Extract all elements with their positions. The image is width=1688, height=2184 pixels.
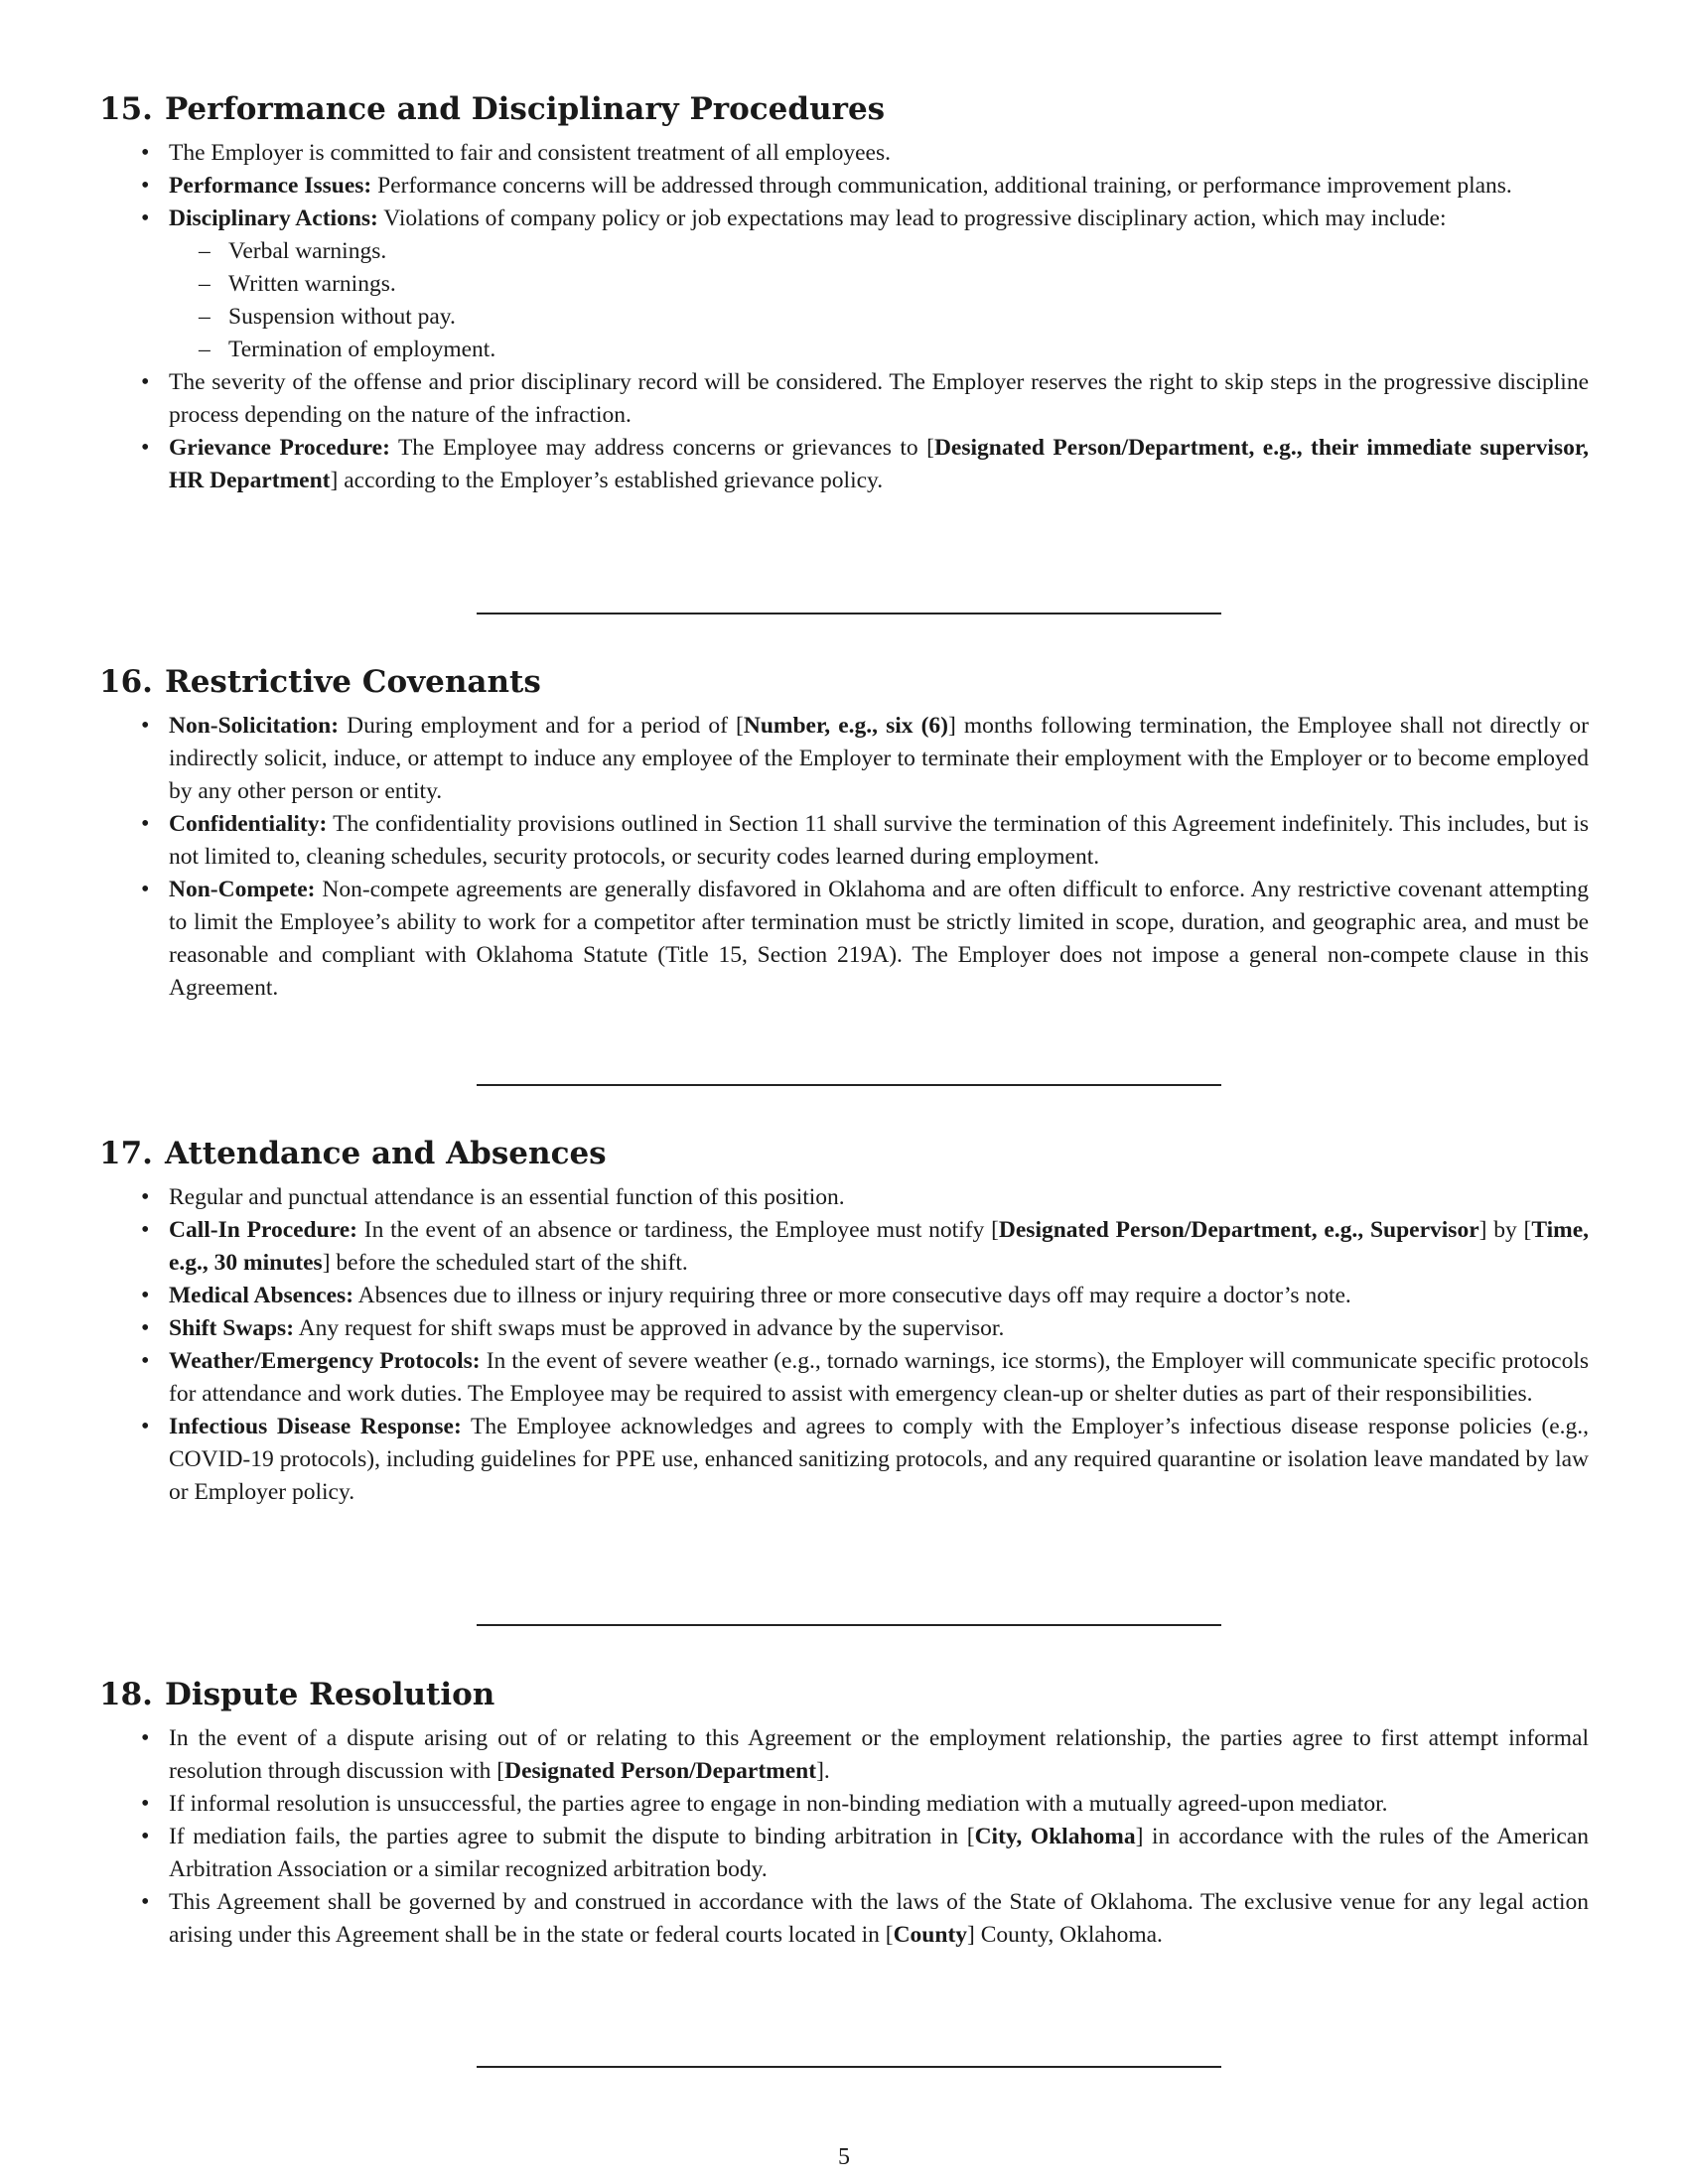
list-item: • If mediation fails, the parties agree to submit the dispute to binding arbitration in [City, Oklahoma] in accordance with the rules of the American Arbitration Association or a similar recognized arbitration body. (169, 1821, 1589, 1886)
list-item: • Medical Absences: Absences due to illness or injury requiring three or more consecutive days off may require a doctor’s note. (169, 1280, 1589, 1312)
bullet-list (99, 1722, 1589, 1952)
section-heading: 17. Attendance and Absences (99, 1136, 607, 1171)
section-divider (477, 1084, 1221, 1086)
section-title: Attendance and Absences (164, 1136, 607, 1171)
list-item: • Performance Issues: Performance concerns will be addressed through communication, additional training, or performance improvement plans. (169, 170, 1589, 203)
list-item: • Grievance Procedure: The Employee may address concerns or grievances to [Designated Person/Department, e.g., their immediate supervisor, HR Department] according to the Employer’s established grievance policy. (169, 432, 1589, 497)
section-15 (99, 89, 1589, 497)
list-item: • Weather/Emergency Protocols: In the event of severe weather (e.g., tornado warnings, ice storms), the Employer will communicate specific protocols for attendance and work duties. The Employee may be required to assist with emergency clean-up or shelter duties as part of their responsibilities. (169, 1345, 1589, 1411)
sub-list-item: – Termination of employment. (228, 334, 1589, 366)
list-item: • Call-In Procedure: In the event of an absence or tardiness, the Employee must notify [Designated Person/Department, e.g., Supervisor] by [Time, e.g., 30 minutes] before the scheduled start of the shift. (169, 1214, 1589, 1280)
bullet-list (99, 137, 1589, 497)
list-item: • Infectious Disease Response: The Employee acknowledges and agrees to comply with the Employer’s infectious disease response policies (e.g., COVID-19 protocols), including guidelines for PPE use, enhanced sanitizing protocols, and any required quarantine or isolation leave mandated by law or Employer policy. (169, 1411, 1589, 1509)
list-item: • Non-Solicitation: During employment and for a period of [Number, e.g., six (6)] months following termination, the Employee shall not directly or indirectly solicit, induce, or attempt to induce any employee of the Employer to terminate their employment with the Employer or to become employed by any other person or entity. (169, 710, 1589, 808)
list-item: • If informal resolution is unsuccessful, the parties agree to engage in non-binding mediation with a mutually agreed-upon mediator. (169, 1788, 1589, 1821)
section-divider (477, 1624, 1221, 1626)
section-18 (99, 1675, 1589, 1952)
section-divider (477, 2066, 1221, 2068)
section-17 (99, 1134, 1589, 1509)
list-item: • The severity of the offense and prior disciplinary record will be considered. The Employer reserves the right to skip steps in the progressive discipline process depending on the nature of the infraction. (169, 366, 1589, 432)
section-title: Restrictive Covenants (164, 664, 541, 700)
section-title: Dispute Resolution (164, 1677, 495, 1712)
section-heading: 15. Performance and Disciplinary Procedures (99, 91, 886, 127)
sub-list-item: – Verbal warnings. (228, 235, 1589, 268)
list-item: • In the event of a dispute arising out of or relating to this Agreement or the employment relationship, the parties agree to first attempt informal resolution through discussion with [Designated Person/Department]. (169, 1722, 1589, 1788)
section-heading: 16. Restrictive Covenants (99, 664, 541, 700)
sub-list-item: – Written warnings. (228, 268, 1589, 301)
list-item: • Confidentiality: The confidentiality provisions outlined in Section 11 shall survive the termination of this Agreement indefinitely. This includes, but is not limited to, cleaning schedules, security protocols, or security codes learned during employment. (169, 808, 1589, 874)
section-16 (99, 662, 1589, 1005)
page-number: 5 (838, 2144, 850, 2170)
sub-list-item: – Suspension without pay. (228, 301, 1589, 334)
list-item: • Regular and punctual attendance is an essential function of this position. (169, 1181, 1589, 1214)
list-item: • The Employer is committed to fair and consistent treatment of all employees. (169, 137, 1589, 170)
section-heading: 18. Dispute Resolution (99, 1677, 495, 1712)
bullet-list (99, 1181, 1589, 1509)
list-item: • Disciplinary Actions: Violations of company policy or job expectations may lead to progressive disciplinary action, which may include: – Verbal warnings. – Written warnings. – Suspension without pay. – Termination of employment. (169, 203, 1589, 366)
section-title: Performance and Disciplinary Procedures (164, 91, 886, 127)
section-divider (477, 613, 1221, 614)
list-item: • Shift Swaps: Any request for shift swaps must be approved in advance by the supervisor. (169, 1312, 1589, 1345)
list-item: • Non-Compete: Non-compete agreements are generally disfavored in Oklahoma and are often difficult to enforce. Any restrictive covenant attempting to limit the Employee’s ability to work for a competitor after termination must be strictly limited in scope, duration, and geographic area, and must be reasonable and compliant with Oklahoma Statute (Title 15, Section 219A). The Employer does not impose a general non-compete clause in this Agreement. (169, 874, 1589, 1005)
sub-list (169, 235, 1589, 366)
bullet-list (99, 710, 1589, 1005)
list-item: • This Agreement shall be governed by and construed in accordance with the laws of the State of Oklahoma. The exclusive venue for any legal action arising under this Agreement shall be in the state or federal courts located in [County] County, Oklahoma. (169, 1886, 1589, 1952)
